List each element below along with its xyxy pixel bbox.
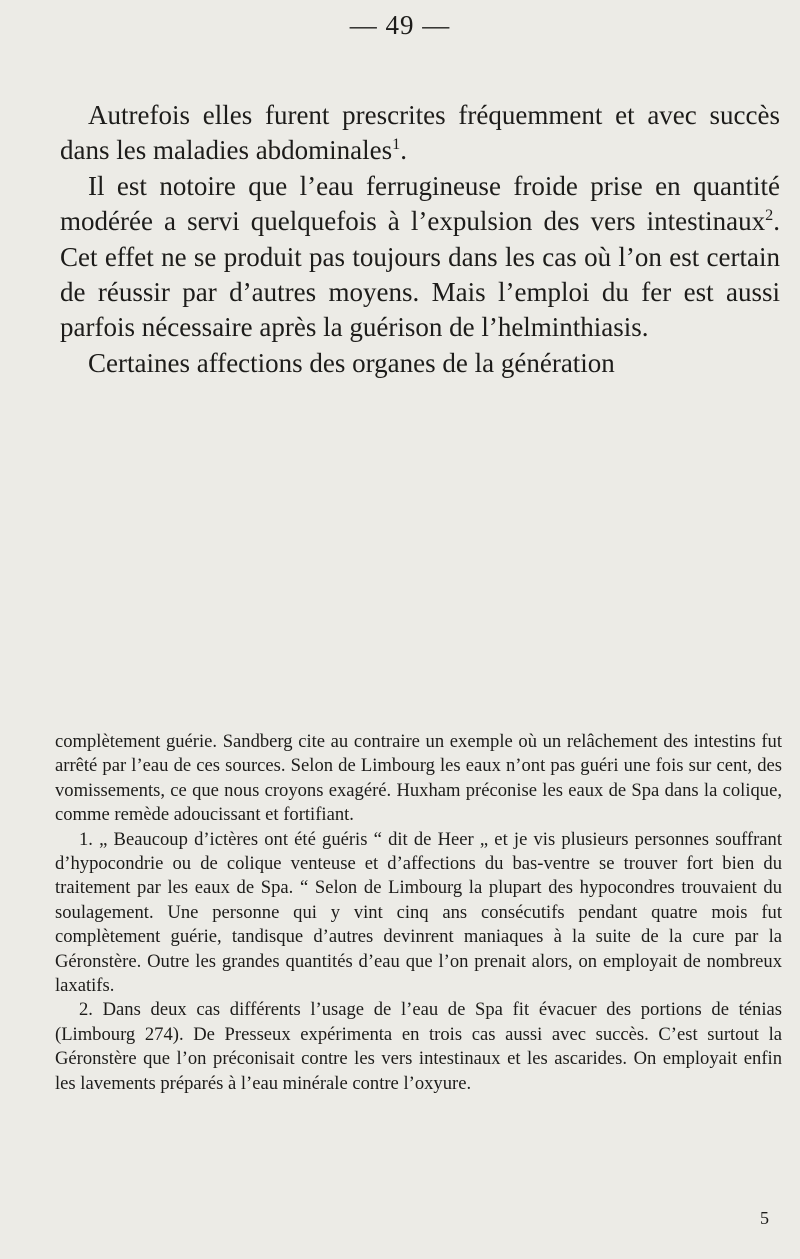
footnote-2: 2. Dans deux cas différents l’usage de l’eau de Spa fit évacuer des portions de ténias (Limbourg 274). De Presseux expérimenta en trois cas aussi avec succès. C’est surtout la Géronstère que l’on préconisait contre les vers intestinaux et les ascarides. On employait enfin les lavements préparés à l’eau minérale contre l’oxyure. bbox=[55, 999, 782, 1094]
footnote-ref: 1 bbox=[392, 135, 401, 154]
footnote-continuation: complètement guérie. Sandberg cite au contraire un exemple où un relâchement des intestins fut arrêté par l’eau de ces sources. Selon de Limbourg les eaux n’ont pas guéri une fois sur cent, des vomissements, ce que nous croyons exagéré. Huxham préconise les eaux de Spa dans la colique, comme remède adoucissant et fortifiant. bbox=[55, 731, 782, 826]
page-number: — 49 — bbox=[349, 10, 451, 40]
footnote-1: 1. „ Beaucoup d’ictères ont été guéris “ dit de Heer „ et je vis plusieurs personnes souffrant d’hypocondrie ou de colique venteuse et d’affections du bas-ventre se trouver fort bien du traitement par les eaux de Spa. “ Selon de Limbourg la plupart des hypocondres trouvaient du soulagement. Une personne qui y vint cinq ans consécutifs pendant quatre mois fut complètement guérie, tandisque d’autres devinrent maniaques à la suite de la cure par la Géronstère. Outre les grandes quantités d’eau que l’on prenait alors, on employait de nombreux laxatifs. bbox=[55, 828, 782, 997]
paragraph-text: Autrefois elles furent prescrites fréquemment et avec succès dans les maladies abdominales bbox=[60, 100, 780, 166]
paragraph-text-after: . Cet effet ne se produit pas toujours dans les cas où l’on est certain de réussir par d’autres moyens. Mais l’emploi du fer est aussi parfois nécessaire après la guérison de l’helminthiasis. bbox=[60, 206, 780, 343]
paragraph-2 bbox=[60, 169, 780, 346]
paragraph-1 bbox=[60, 98, 780, 169]
signature-mark: 5 bbox=[760, 1208, 769, 1228]
paragraph-3 bbox=[60, 346, 780, 381]
main-text bbox=[60, 98, 780, 381]
paragraph-text: Il est notoire que l’eau ferrugineuse froide prise en quantité modérée a servi quelquefois à l’expulsion des vers intestinaux bbox=[60, 170, 780, 237]
paragraph-text-after: . bbox=[400, 135, 408, 166]
footnotes bbox=[55, 730, 782, 1096]
paragraph-text: Certaines affections des organes de la génération bbox=[88, 347, 615, 378]
footnote-ref: 2 bbox=[765, 206, 774, 225]
